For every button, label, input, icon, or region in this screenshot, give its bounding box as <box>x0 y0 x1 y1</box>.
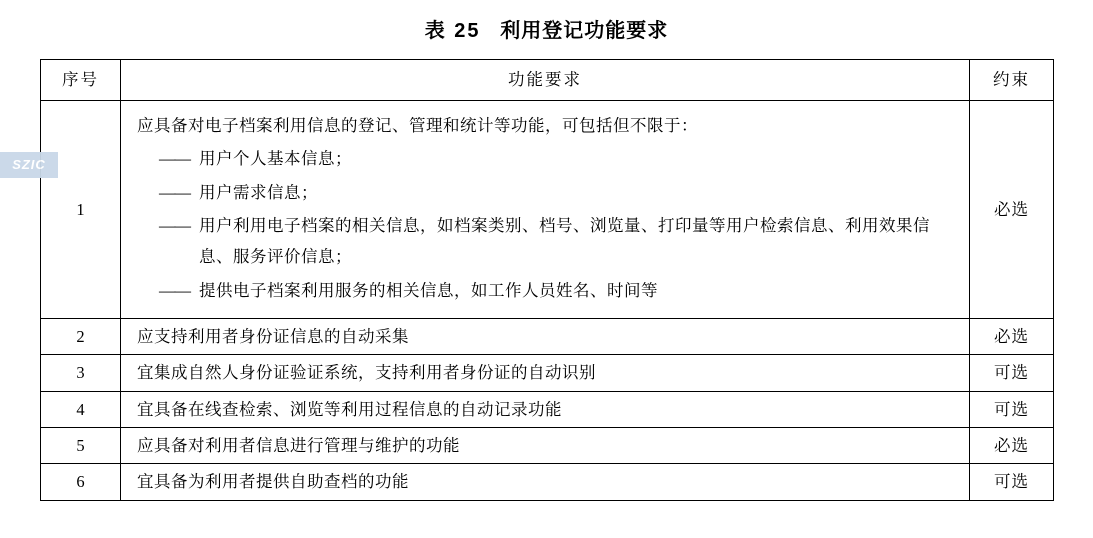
row-constraint: 可选 <box>970 355 1054 391</box>
dash-marker-icon: —— <box>159 149 190 169</box>
table-row <box>41 319 1054 355</box>
requirements-table <box>40 59 1054 501</box>
row-number: 4 <box>41 391 121 427</box>
list-item-text: 用户利用电子档案的相关信息，如档案类别、档号、浏览量、打印量等用户检索信息、利用效果信息、服务评价信息； <box>199 216 930 267</box>
list-item-text: 用户个人基本信息； <box>199 149 352 169</box>
table-header <box>41 60 1054 101</box>
watermark-logo: SZIC <box>0 152 58 178</box>
table-row <box>41 391 1054 427</box>
table-title <box>0 0 1093 59</box>
requirement-sub-list <box>137 143 959 314</box>
row-number: 5 <box>41 428 121 464</box>
dash-marker-icon: —— <box>159 280 190 300</box>
row-constraint: 必选 <box>970 101 1054 319</box>
table-title-text: 利用登记功能要求 <box>500 20 669 42</box>
row-number: 6 <box>41 464 121 500</box>
list-item <box>137 143 959 174</box>
table-row <box>41 101 1054 319</box>
requirement-lead-text: 应具备对电子档案利用信息的登记、管理和统计等功能，可包括但不限于： <box>137 116 698 135</box>
row-requirement: 宜具备为利用者提供自助查档的功能 <box>121 464 970 500</box>
list-item <box>137 275 959 306</box>
list-item-text: 用户需求信息； <box>199 182 318 202</box>
table-title-number: 表 25 <box>424 20 481 42</box>
row-number: 2 <box>41 319 121 355</box>
list-item <box>137 210 959 273</box>
table-header-row <box>41 60 1054 101</box>
list-item <box>137 177 959 208</box>
dash-marker-icon: —— <box>159 216 190 236</box>
table-row <box>41 428 1054 464</box>
column-header-no: 序号 <box>41 60 121 101</box>
row-constraint: 必选 <box>970 319 1054 355</box>
table-row <box>41 355 1054 391</box>
table-row <box>41 464 1054 500</box>
requirements-table-wrapper <box>40 59 1053 501</box>
row-requirement: 宜具备在线查检索、浏览等利用过程信息的自动记录功能 <box>121 391 970 427</box>
column-header-constraint: 约束 <box>970 60 1054 101</box>
list-item-text: 提供电子档案利用服务的相关信息，如工作人员姓名、时间等 <box>199 280 658 300</box>
dash-marker-icon: —— <box>159 182 190 202</box>
row-number: 1 <box>41 101 121 319</box>
row-constraint: 可选 <box>970 391 1054 427</box>
row-constraint: 可选 <box>970 464 1054 500</box>
table-body <box>41 101 1054 501</box>
row-constraint: 必选 <box>970 428 1054 464</box>
row-number: 3 <box>41 355 121 391</box>
row-requirement: 宜集成自然人身份证验证系统，支持利用者身份证的自动识别 <box>121 355 970 391</box>
row-requirement: 应支持利用者身份证信息的自动采集 <box>121 319 970 355</box>
column-header-requirement: 功能要求 <box>121 60 970 101</box>
row-requirement: 应具备对利用者信息进行管理与维护的功能 <box>121 428 970 464</box>
row-requirement <box>121 101 970 319</box>
